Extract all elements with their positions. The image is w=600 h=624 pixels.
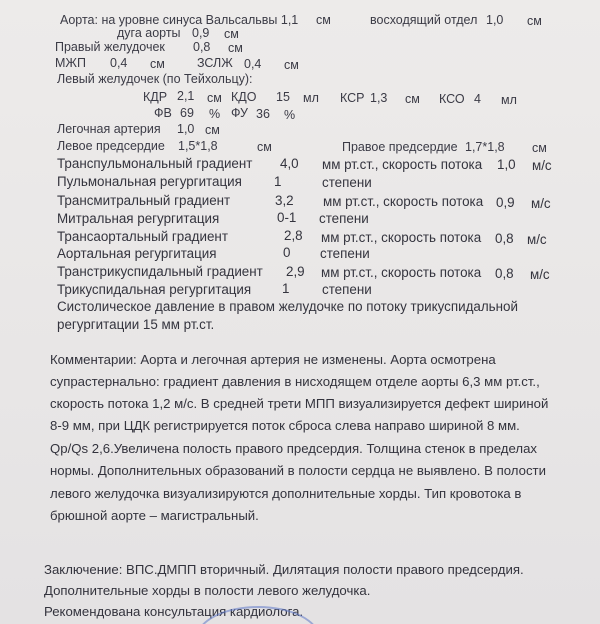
la-label: Левое предсердие: [57, 139, 165, 153]
ascending-label: восходящий отдел: [370, 13, 478, 27]
kso-value: 4: [474, 92, 481, 106]
hemo-text: степени: [322, 175, 372, 190]
hemo-text: мм рт.ст., скорость потока: [322, 157, 483, 172]
fu-value: 36: [256, 107, 270, 121]
hemo-value: 4,0: [280, 156, 299, 171]
systolic-line-2: регургитации 15 мм рт.ст.: [57, 317, 215, 332]
kdr-value: 2,1: [177, 89, 195, 103]
hemo-text: степени: [320, 246, 370, 261]
hemo-text: мм рт.ст., скорость потока: [321, 230, 482, 245]
comments-line: нормы. Дополнительных образований в полости сердца не выявлено. В полости: [50, 463, 546, 478]
hemo-label: Митральная регургитация: [57, 211, 220, 226]
kdr-unit: см: [207, 91, 222, 105]
hemo-label: Трансаортальный градиент: [57, 229, 228, 244]
conclusion-line: Рекомендована консультация кардиолога.: [44, 604, 304, 619]
comments-line: скорость потока 1,2 м/с. В средней трети МПП визуализируется дефект шириной: [50, 396, 549, 411]
pa-value: 1,0: [177, 122, 195, 136]
kso-unit: мл: [501, 93, 517, 107]
kdr-label: КДР: [143, 90, 168, 104]
aorta-sinus-label: Аорта: на уровне синуса Вальсальвы 1,1: [60, 13, 299, 27]
pa-label: Легочная артерия: [57, 122, 161, 136]
hemo-label: Пульмональная регургитация: [57, 174, 242, 189]
arch-label: дуга аорты: [117, 26, 181, 40]
hemo-text: степени: [322, 282, 372, 297]
zslzh-unit: см: [284, 58, 299, 72]
la-unit: см: [257, 140, 272, 154]
comments-line: брюшной аорте – магистральный.: [50, 508, 259, 523]
la-value: 1,5*1,8: [178, 139, 218, 153]
hemo-value: 3,2: [275, 193, 294, 208]
ra-value: 1,7*1,8: [465, 140, 505, 154]
hemo-unit: м/с: [530, 267, 550, 282]
fu-label: ФУ: [231, 106, 248, 120]
hemo-speed: 1,0: [497, 157, 516, 172]
zslzh-value: 0,4: [244, 57, 262, 71]
zslzh-label: ЗСЛЖ: [197, 56, 233, 70]
pa-unit: см: [205, 123, 220, 137]
kdo-unit: мл: [303, 91, 319, 105]
hemo-value: 0-1: [277, 210, 297, 225]
arch-value: 0,9: [192, 26, 210, 40]
rv-label: Правый желудочек: [55, 40, 165, 54]
lv-label: Левый желудочек (по Тейхольцу):: [57, 72, 253, 86]
hemo-label: Трикуспидальная регургитация: [57, 282, 252, 297]
kdo-value: 15: [276, 90, 290, 104]
fv-unit: %: [209, 107, 221, 121]
ksr-value: 1,3: [370, 91, 388, 105]
ascending-unit: см: [527, 14, 542, 28]
ascending-value: 1,0: [486, 13, 504, 27]
fu-unit: %: [284, 108, 296, 122]
hemo-text: степени: [319, 211, 369, 226]
rv-unit: см: [228, 41, 243, 55]
comments-line: супрастернально: градиент давления в нисходящем отделе аорты 6,3 мм рт.ст.,: [50, 374, 540, 389]
hemo-value: 1: [274, 174, 282, 189]
conclusion-line: Дополнительные хорды в полости левого желудочка.: [44, 583, 371, 598]
hemo-label: Транспульмональный градиент: [57, 156, 253, 171]
hemo-value: 0: [283, 245, 291, 260]
hemo-speed: 0,9: [496, 195, 515, 210]
comments-line: левого желудочка визуализируются дополнительные хорды. Тип кровотока в: [50, 486, 522, 501]
comments-line: 8-9 мм, при ЦДК регистрируется поток сброса слева направо шириной 8 мм.: [50, 418, 520, 433]
mzhp-unit: см: [150, 57, 165, 71]
fv-label: ФВ: [154, 106, 172, 120]
ksr-label: КСР: [340, 91, 365, 105]
hemo-unit: м/с: [527, 232, 547, 247]
ra-unit: см: [532, 141, 547, 155]
ra-label: Правое предсердие: [342, 140, 458, 154]
hemo-text: мм рт.ст., скорость потока: [323, 194, 484, 209]
hemo-value: 1: [282, 281, 290, 296]
hemo-unit: м/с: [531, 196, 551, 211]
hemo-speed: 0,8: [495, 231, 514, 246]
mzhp-label: МЖП: [55, 56, 86, 70]
hemo-speed: 0,8: [495, 266, 514, 281]
hemo-value: 2,8: [284, 228, 303, 243]
hemo-label: Аортальная регургитация: [57, 246, 217, 261]
hemo-text: мм рт.ст., скорость потока: [321, 265, 482, 280]
hemo-value: 2,9: [286, 264, 305, 279]
hemo-label: Транстрикуспидальный градиент: [57, 264, 263, 279]
ksr-unit: см: [405, 92, 420, 106]
fv-value: 69: [180, 106, 194, 120]
systolic-line-1: Систолическое давление в правом желудочке по потоку трикуспидальной: [57, 299, 518, 314]
arch-unit: см: [224, 27, 239, 41]
hemo-label: Трансмитральный градиент: [57, 193, 231, 208]
aorta-sinus-unit: см: [316, 13, 331, 27]
kso-label: КСО: [439, 92, 465, 106]
comments-line: Комментарии: Аорта и легочная артерия не изменены. Аорта осмотрена: [50, 352, 496, 367]
comments-line: Qp/Qs 2,6.Увеличена полость правого предсердия. Толщина стенок в пределах: [50, 441, 537, 456]
kdo-label: КДО: [231, 90, 257, 104]
rv-value: 0,8: [193, 40, 211, 54]
hemo-unit: м/с: [532, 158, 552, 173]
mzhp-value: 0,4: [110, 56, 128, 70]
conclusion-line: Заключение: ВПС.ДМПП вторичный. Дилятация полости правого предсердия.: [44, 562, 524, 577]
